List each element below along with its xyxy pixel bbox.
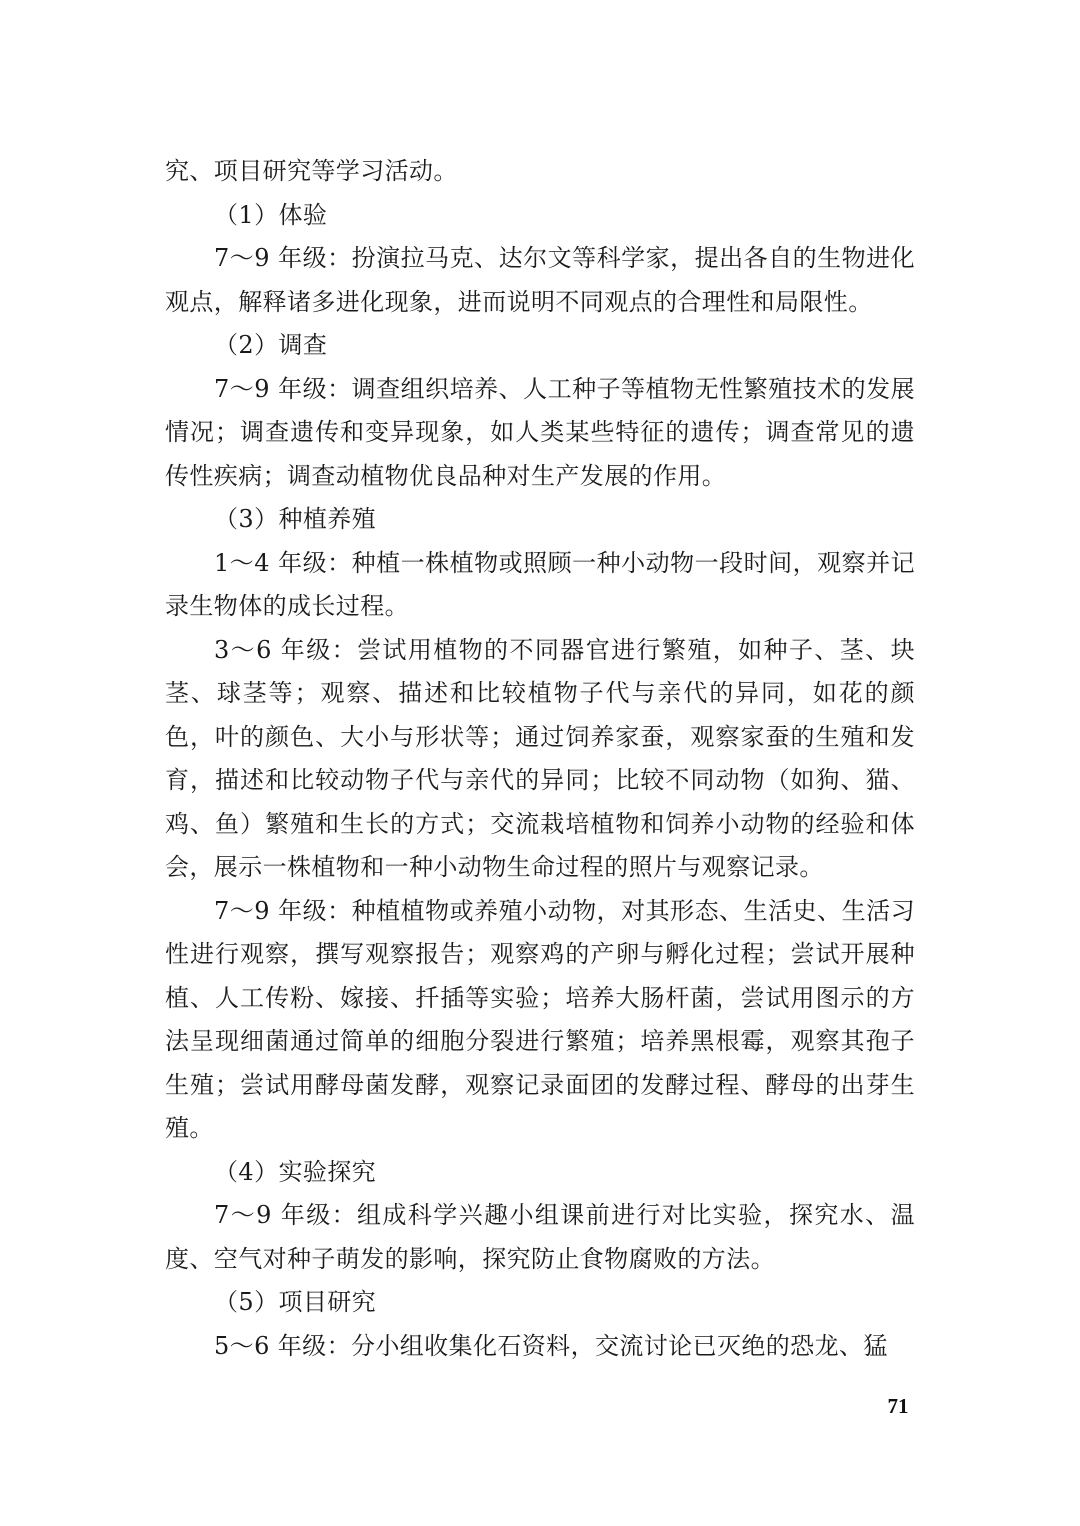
paragraph-planting-7-9: 7～9 年级：种植植物或养殖小动物，对其形态、生活史、生活习性进行观察，撰写观察报告；观察鸡的产卵与孵化过程；尝试开展种植、人工传粉、嫁接、扦插等实验；培养大肠杆菌，尝试用图示的方法呈现细菌通过简单的细胞分裂进行繁殖；培养黑根霉，观察其孢子生殖；尝试用酵母菌发酵，观察记录面团的发酵过程、酵母的出芽生殖。 [165,896,915,1142]
heading-project-research: （5）项目研究 [214,1288,377,1316]
heading-survey: （2）调查 [214,331,328,359]
heading-planting-breeding: （3）种植养殖 [214,505,377,533]
paragraph-continuation: 究、项目研究等学习活动。 [165,157,458,185]
page-number: 71 [887,1394,909,1418]
page-body [165,150,915,1368]
paragraph-survey-7-9: 7～9 年级：调查组织培养、人工种子等植物无性繁殖技术的发展情况；调查遗传和变异现象，如人类某些特征的遗传；调查常见的遗传性疾病；调查动植物优良品种对生产发展的作用。 [165,374,915,490]
paragraph-experiment-7-9: 7～9 年级：组成科学兴趣小组课前进行对比实验，探究水、温度、空气对种子萌发的影响，探究防止食物腐败的方法。 [165,1201,915,1273]
paragraph-planting-1-4: 1～4 年级：种植一株植物或照顾一种小动物一段时间，观察并记录生物体的成长过程。 [165,548,915,620]
heading-experiment: （4）实验探究 [214,1157,377,1186]
paragraph-experience-7-9: 7～9 年级：扮演拉马克、达尔文等科学家，提出各自的生物进化观点，解释诸多进化现象，进而说明不同观点的合理性和局限性。 [165,244,915,316]
heading-experience: （1）体验 [214,200,328,229]
paragraph-planting-3-6: 3～6 年级：尝试用植物的不同器官进行繁殖，如种子、茎、块茎、球茎等；观察、描述和比较植物子代与亲代的异同，如花的颜色，叶的颜色、大小与形状等；通过饲养家蚕，观察家蚕的生殖和发育，描述和比较动物子代与亲代的异同；比较不同动物（如狗、猫、鸡、鱼）繁殖和生长的方式；交流栽培植物和饲养小动物的经验和体会，展示一株植物和一种小动物生命过程的照片与观察记录。 [165,635,915,881]
paragraph-project-5-6: 5～6 年级：分小组收集化石资料，交流讨论已灭绝的恐龙、猛 [214,1331,888,1360]
